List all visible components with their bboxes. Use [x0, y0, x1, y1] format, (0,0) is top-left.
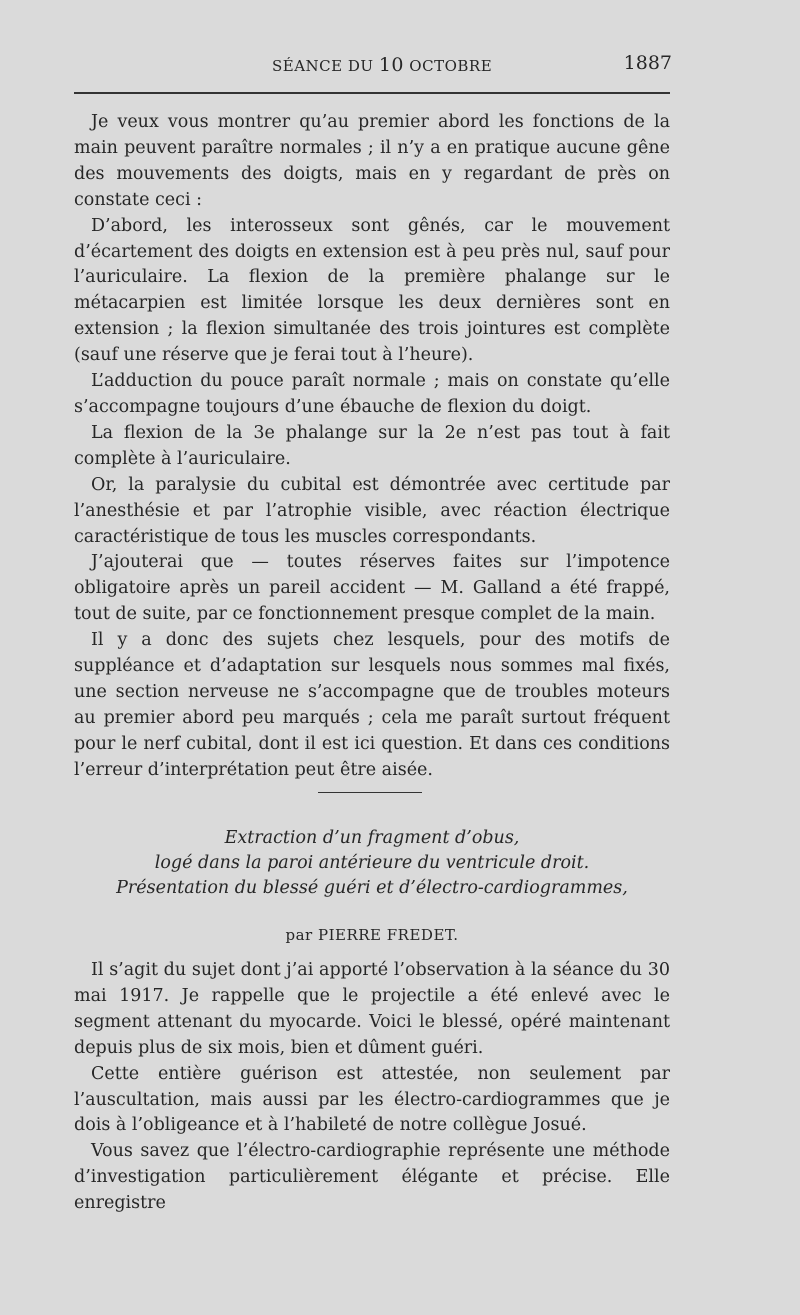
paragraph: La flexion de la 3e phalange sur la 2e n’est pas tout à fait complète à l’auriculaire. [74, 422, 670, 469]
article-author: par PIERRE FREDET. [285, 926, 459, 944]
paragraph: Vous savez que l’électro-cardiographie représente une méthode d’investigation particulièrement élégante et précise. Elle enregistre [74, 1141, 670, 1214]
section-2-text [74, 958, 670, 1217]
page-header [72, 52, 672, 80]
article-title-line-1: Extraction d’un fragment d’obus, [224, 828, 520, 848]
paragraph: J’ajouterai que — toutes réserves faites sur l’impotence obligatoire après un pareil accident — M. Galland a été frappé, tout de suite, par ce fonctionnement presque complet de la main. [74, 552, 670, 625]
article-title [74, 826, 670, 901]
header-rule [74, 92, 670, 94]
section-1-text [74, 110, 670, 784]
running-title-day: 10 [378, 54, 405, 76]
paragraph: Or, la paralysie du cubital est démontrée avec certitude par l’anesthésie et par l’atrophie visible, avec réaction électrique caractéristique de tous les muscles correspondants. [74, 474, 670, 547]
paragraph: Il y a donc des sujets chez lesquels, pour des motifs de suppléance et d’adaptation sur lesquels nous sommes mal fixés, une section nerveuse ne s’accompagne que de troubles moteurs au premier abord peu marqués ; cela me paraît surtout fréquent pour le nerf cubital, dont il est ici question. Et dans ces conditions l’erreur d’interprétation peut être aisée. [74, 630, 670, 780]
paragraph: Je veux vous montrer qu’au premier abord les fonctions de la main peuvent paraître normales ; il n’y a en pratique aucune gêne des mouvements des doigts, mais en y regardant de près on constate ceci : [74, 112, 670, 210]
article-title-line-3: Présentation du blessé guéri et d’électro-cardiogrammes, [116, 878, 628, 898]
paragraph: L’adduction du pouce paraît normale ; mais on constate qu’elle s’accompagne toujours d’une ébauche de flexion du doigt. [74, 371, 670, 417]
page-number: 1887 [623, 52, 672, 74]
paragraph: D’abord, les interosseux sont gênés, car le mouvement d’écartement des doigts en extension est à peu près nul, sauf pour l’auriculaire. La flexion de la première phalange sur le métacarpien est limitée lorsque les deux dernières sont en extension ; la flexion simultanée des trois jointures est complète (sauf une réserve que je ferai tout à l’heure). [74, 215, 670, 366]
running-title-month: OCTOBRE [409, 57, 493, 75]
section-separator [318, 792, 422, 793]
running-title-prefix: SÉANCE DU [272, 57, 374, 75]
running-title [272, 54, 492, 76]
paragraph: Cette entière guérison est attestée, non seulement par l’auscultation, mais aussi par les électro-cardiogrammes que je dois à l’obligeance et à l’habileté de notre collègue Josué. [74, 1063, 670, 1136]
article-title-line-2: logé dans la paroi antérieure du ventricule droit. [154, 853, 590, 873]
paragraph: Il s’agit du sujet dont j’ai apporté l’observation à la séance du 30 mai 1917. Je rappelle que le projectile a été enlevé avec le segment attenant du myocarde. Voici le blessé, opéré maintenant depuis plus de six mois, bien et dûment guéri. [74, 960, 670, 1058]
